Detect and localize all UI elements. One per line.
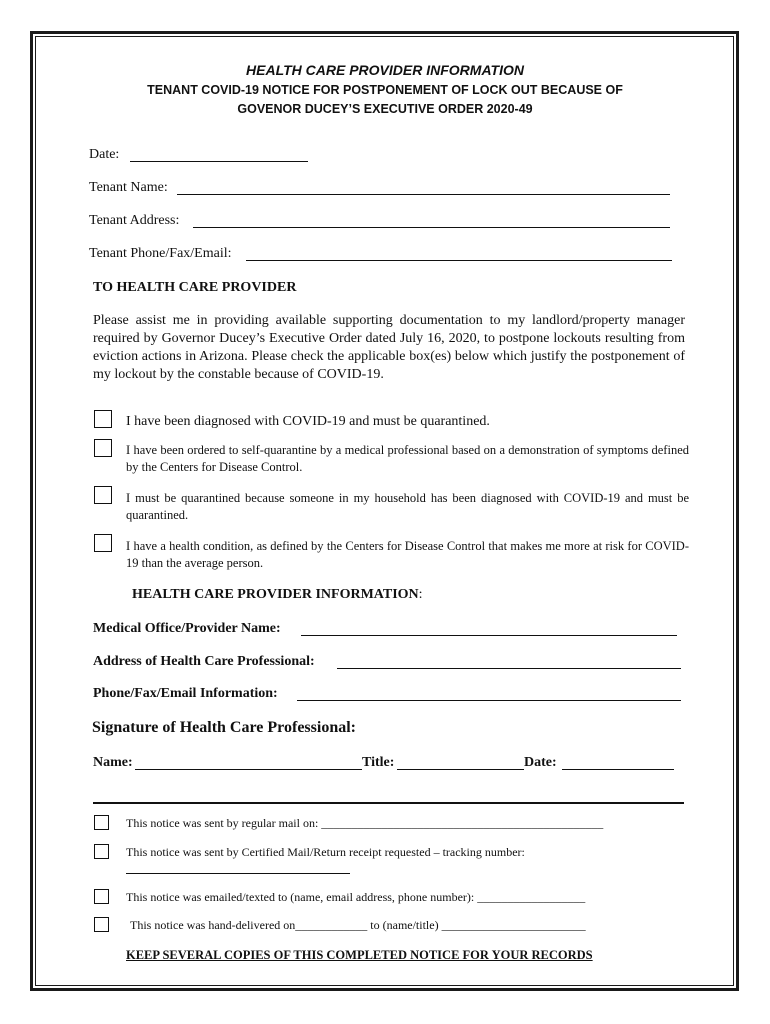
delivery-checkbox-certified[interactable]: [94, 844, 109, 859]
delivery-checkbox-email[interactable]: [94, 889, 109, 904]
delivery-text-hand: This notice was hand-delivered on____________ to (name/title) ________________________: [130, 918, 586, 932]
sig-name-field[interactable]: [135, 769, 362, 770]
delivery-checkbox-mail[interactable]: [94, 815, 109, 830]
sig-date-label: Date:: [524, 755, 557, 770]
date-label: Date:: [89, 147, 120, 162]
document-subtitle-line1: TENANT COVID-19 NOTICE FOR POSTPONEMENT OF LOCK OUT BECAUSE OF: [147, 83, 623, 97]
signature-heading: Signature of Health Care Professional:: [92, 719, 356, 736]
provider-office-field[interactable]: [301, 635, 677, 636]
reason-checkbox-1[interactable]: [94, 410, 112, 428]
tenant-name-field[interactable]: [177, 194, 670, 195]
reason-checkbox-3[interactable]: [94, 486, 112, 504]
tracking-number-field[interactable]: [126, 873, 350, 874]
reason-text-2: I have been ordered to self-quarantine by a medical professional based on a demonstration of symptoms defined by the Centers for Disease Control.: [126, 443, 689, 474]
reason-text-3: I must be quarantined because someone in my household has been diagnosed with COVID-19 and must be quarantined.: [126, 491, 689, 522]
provider-info-heading-row: [132, 587, 423, 603]
reason-checkbox-4[interactable]: [94, 534, 112, 552]
provider-info-heading-colon: :: [418, 587, 423, 602]
provider-phone-label: Phone/Fax/Email Information:: [93, 686, 278, 701]
sig-title-label: Title:: [362, 755, 395, 770]
reason-checkbox-2[interactable]: [94, 439, 112, 457]
tenant-address-label: Tenant Address:: [89, 213, 180, 228]
document-subtitle-line2: GOVENOR DUCEY’S EXECUTIVE ORDER 2020-49: [237, 102, 533, 116]
tenant-phone-label: Tenant Phone/Fax/Email:: [89, 246, 232, 261]
provider-info-heading: HEALTH CARE PROVIDER INFORMATION: [132, 587, 419, 602]
provider-address-field[interactable]: [337, 668, 681, 669]
tenant-name-label: Tenant Name:: [89, 180, 168, 195]
signature-line[interactable]: [93, 802, 684, 804]
reason-text-1: I have been diagnosed with COVID-19 and must be quarantined.: [126, 414, 490, 429]
sig-name-label: Name:: [93, 755, 133, 770]
tenant-phone-field[interactable]: [246, 260, 672, 261]
sig-title-field[interactable]: [397, 769, 524, 770]
footer-note: KEEP SEVERAL COPIES OF THIS COMPLETED NOTICE FOR YOUR RECORDS: [126, 948, 593, 962]
date-field[interactable]: [130, 161, 308, 162]
provider-office-label: Medical Office/Provider Name:: [93, 621, 281, 636]
delivery-checkbox-hand[interactable]: [94, 917, 109, 932]
document-title: HEALTH CARE PROVIDER INFORMATION: [246, 62, 524, 78]
sig-date-field[interactable]: [562, 769, 674, 770]
provider-address-label: Address of Health Care Professional:: [93, 654, 315, 669]
delivery-text-certified: This notice was sent by Certified Mail/Return receipt requested – tracking number:: [126, 845, 525, 859]
provider-request-paragraph: Please assist me in providing available supporting documentation to my landlord/property manager required by Governor Ducey’s Executive Order dated July 16, 2020, to postpone lockouts resulting from eviction actions in Arizona. Please check the applicable box(es) below which justify the postponement of my lockout by the constable because of COVID-19.: [93, 313, 685, 382]
delivery-text-email: This notice was emailed/texted to (name, email address, phone number): __________________: [126, 890, 586, 904]
delivery-text-mail: This notice was sent by regular mail on: _______________________________________________: [126, 816, 604, 830]
provider-request-heading: TO HEALTH CARE PROVIDER: [93, 280, 297, 295]
provider-phone-field[interactable]: [297, 700, 681, 701]
reason-text-4: I have a health condition, as defined by the Centers for Disease Control that makes me more at risk for COVID-19 than the average person.: [126, 539, 689, 570]
tenant-address-field[interactable]: [193, 227, 670, 228]
